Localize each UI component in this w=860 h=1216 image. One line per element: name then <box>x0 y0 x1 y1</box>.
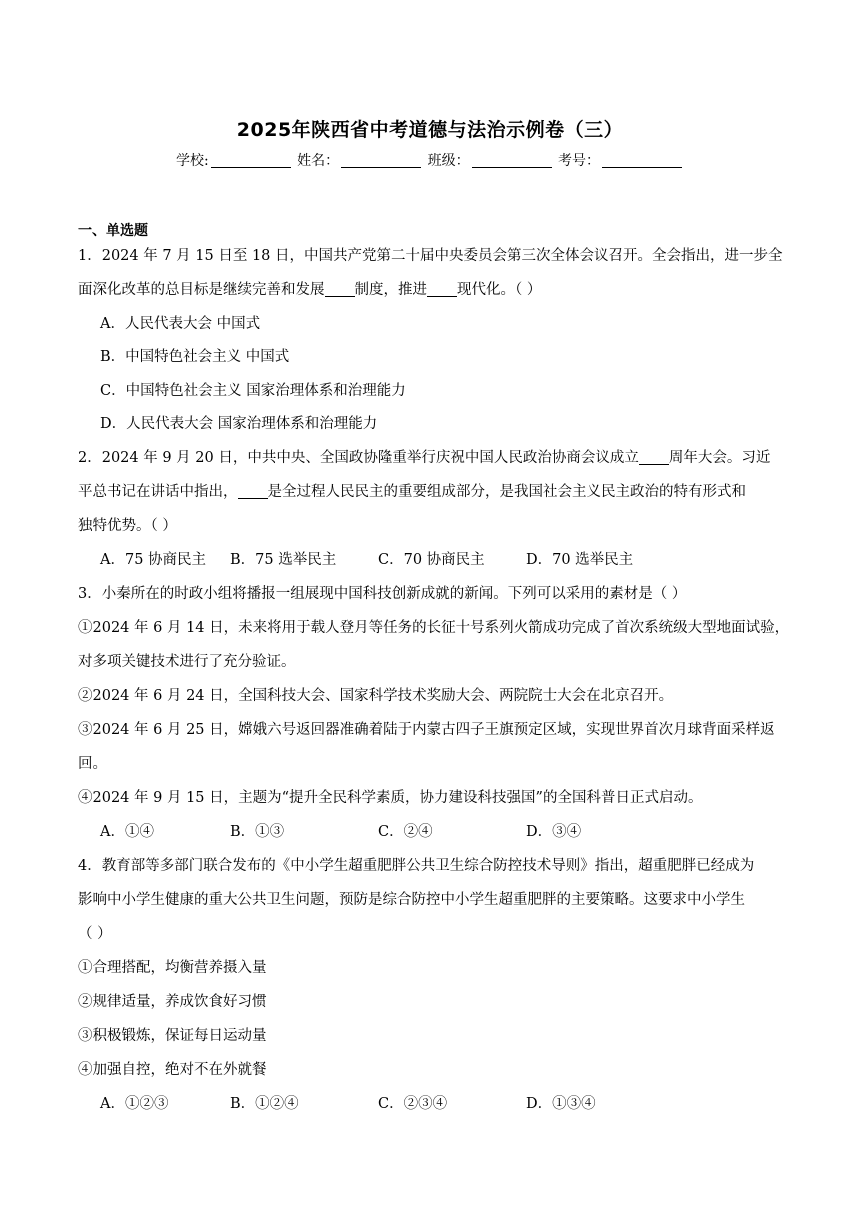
school-label: 学校: <box>175 153 209 169</box>
q2-text-b: 周年大会。习近 <box>668 450 771 466</box>
q3-option-b[interactable]: B．①③ <box>230 824 285 840</box>
name-blank[interactable] <box>341 153 421 168</box>
q4-item3: ③积极锻炼，保证每日运动量 <box>78 1028 267 1044</box>
q2-stem-line1 <box>78 448 786 468</box>
q2-option-c[interactable]: C．70 协商民主 <box>378 552 485 568</box>
q1-option-a[interactable]: A．人民代表大会 中国式 <box>100 316 261 332</box>
name-label: 姓名： <box>297 153 340 169</box>
q4-option-d[interactable]: D．①③④ <box>526 1096 596 1112</box>
q4-option-b[interactable]: B．①②④ <box>230 1096 299 1112</box>
q3-stem: 3．小秦所在的时政小组将播报一组展现中国科技创新成就的新闻。下列可以采用的素材是（ ） <box>78 586 687 602</box>
q3-item3-line1: ③2024 年 6 月 25 日，嫦娥六号返回器准确着陆于内蒙古四子王旗预定区域，实现世界首次月球背面采样返 <box>78 722 775 738</box>
q4-stem-line1: 4．教育部等多部门联合发布的《中小学生超重肥胖公共卫生综合防控技术导则》指出，超重肥胖已经成为 <box>78 858 755 874</box>
q3-option-a[interactable]: A．①④ <box>100 824 154 840</box>
q1-text-c: 现代化。（ ） <box>457 282 542 298</box>
q4-option-c[interactable]: C．②③④ <box>378 1096 448 1112</box>
q4-option-a[interactable]: A．①②③ <box>100 1096 169 1112</box>
q4-stem-line2: 影响中小学生健康的重大公共卫生问题，预防是综合防控中小学生超重肥胖的主要策略。这要求中小学生 <box>78 892 745 908</box>
q3-item1-line2: 对多项关键技术进行了充分验证。 <box>78 654 296 670</box>
q1-blank-1 <box>325 282 355 297</box>
q3-item2: ②2024 年 6 月 24 日，全国科技大会、国家科学技术奖励大会、两院院士大会在北京召开。 <box>78 688 674 704</box>
section-title: 一、单选题 <box>78 223 148 239</box>
q1-text-b: 制度，推进 <box>354 282 427 298</box>
q1-option-b[interactable]: B．中国特色社会主义 中国式 <box>100 349 290 365</box>
class-label: 班级： <box>427 153 470 169</box>
q4-item1: ①合理搭配，均衡营养摄入量 <box>78 960 267 976</box>
exam-no-blank[interactable] <box>602 153 682 168</box>
q1-blank-2 <box>427 282 457 297</box>
q1-stem-line1: 1．2024 年 7 月 15 日至 18 日，中国共产党第二十届中央委员会第三次全体会议召开。全会指出，进一步全 <box>78 248 783 264</box>
page-title: 2025年陕西省中考道德与法治示例卷（三） <box>236 119 624 141</box>
school-blank[interactable] <box>211 153 291 168</box>
q2-text-a: 2．2024 年 9 月 20 日，中共中央、全国政协隆重举行庆祝中国人民政治协商会议成立 <box>78 450 639 466</box>
q2-option-b[interactable]: B．75 选举民主 <box>230 552 337 568</box>
exam-no-label: 考号： <box>558 153 601 169</box>
q3-item1-line1: ①2024 年 6 月 14 日，未来将用于载人登月等任务的长征十号系列火箭成功完成了首次系统级大型地面试验， <box>78 620 790 636</box>
class-blank[interactable] <box>472 153 552 168</box>
q3-option-c[interactable]: C．②④ <box>378 824 433 840</box>
q2-blank-2 <box>238 484 268 499</box>
q3-item3-line2: 回。 <box>78 756 107 772</box>
q2-blank-1 <box>639 450 669 465</box>
q4-stem-line3: （ ） <box>78 926 112 942</box>
q1-stem-line2 <box>78 280 786 300</box>
q3-item4: ④2024 年 9 月 15 日，主题为“提升全民科学素质，协力建设科技强国”的全国科普日正式启动。 <box>78 790 703 806</box>
q4-item2: ②规律适量，养成饮食好习惯 <box>78 994 267 1010</box>
q3-option-d[interactable]: D．③④ <box>526 824 582 840</box>
q2-stem-line2 <box>78 482 786 502</box>
q1-option-c[interactable]: C．中国特色社会主义 国家治理体系和治理能力 <box>100 383 406 399</box>
q2-text-c: 平总书记在讲话中指出， <box>78 484 238 500</box>
q2-text-d: 是全过程人民民主的重要组成部分，是我国社会主义民主政治的特有形式和 <box>267 484 746 500</box>
q1-option-d[interactable]: D．人民代表大会 国家治理体系和治理能力 <box>100 416 378 432</box>
q2-option-a[interactable]: A．75 协商民主 <box>100 552 207 568</box>
q4-item4: ④加强自控，绝对不在外就餐 <box>78 1062 267 1078</box>
q2-stem-line3: 独特优势。（ ） <box>78 518 177 534</box>
q2-option-d[interactable]: D．70 选举民主 <box>526 552 634 568</box>
q1-text-a: 面深化改革的总目标是继续完善和发展 <box>78 282 325 298</box>
student-info-row <box>0 150 860 170</box>
